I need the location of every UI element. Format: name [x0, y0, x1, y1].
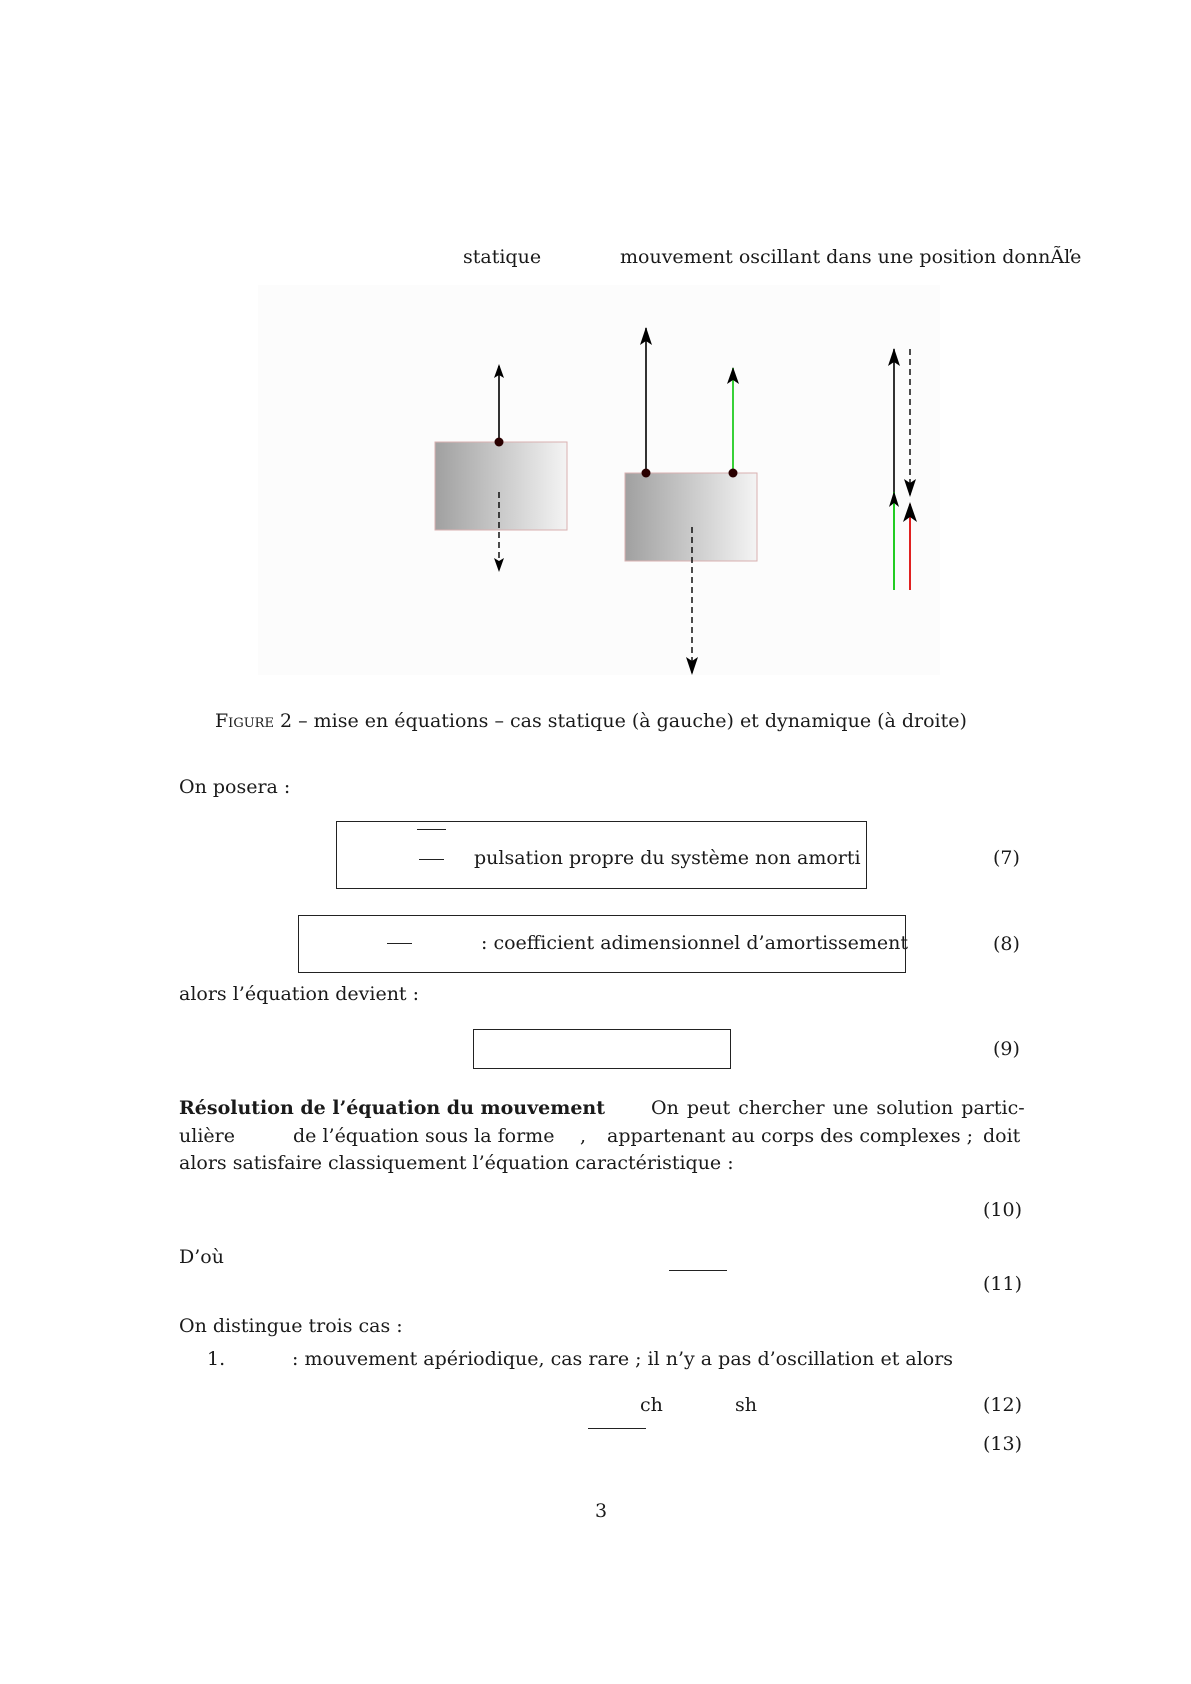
figure-diagram — [258, 285, 940, 675]
page-number: 3 — [595, 1500, 608, 1522]
paragraph-line-2e: doit — [983, 1125, 1021, 1147]
equation-9-box — [473, 1029, 731, 1069]
then-text: alors l’équation devient : — [179, 983, 420, 1005]
case-1-text: : mouvement apériodique, cas rare ; il n’y a pas d’oscillation et alors — [292, 1348, 954, 1370]
figure-caption — [215, 712, 967, 731]
intro-text: On posera : — [179, 776, 291, 798]
paragraph-line-2c: , — [580, 1125, 587, 1147]
paragraph-line-2d: appartenant au corps des complexes ; — [607, 1125, 974, 1147]
equation-11-fraction-bar — [669, 1270, 727, 1271]
equation-7-fraction-bar — [419, 859, 444, 860]
paragraph-line-1: On peut chercher une solution partic- — [651, 1097, 1025, 1119]
equation-8-fraction-bar — [387, 943, 412, 944]
static-weight-arrowhead — [494, 558, 504, 572]
figure-label-dynamic: mouvement oscillant dans une position donnÃľe — [620, 246, 1082, 268]
equation-12-ch: ch — [640, 1394, 663, 1416]
paragraph-line-3: alors satisfaire classiquement l’équation caractéristique : — [179, 1152, 734, 1174]
figure-svg — [258, 285, 940, 675]
equation-12-number: (12) — [983, 1394, 1023, 1416]
equation-12-sh: sh — [735, 1394, 757, 1416]
section-title: Résolution de l’équation du mouvement — [179, 1097, 606, 1119]
three-cases-text: On distingue trois cas : — [179, 1315, 403, 1337]
dou-text: D’où — [179, 1246, 224, 1268]
figure-label-static: statique — [463, 246, 542, 268]
dynamic-attach-point-left — [642, 469, 651, 478]
equation-7-text: pulsation propre du système non amorti — [474, 847, 861, 869]
dynamic-mass-block — [625, 473, 757, 561]
static-mass-block — [435, 442, 567, 530]
paragraph-line-2a: ulière — [179, 1125, 235, 1147]
equation-9-number: (9) — [993, 1038, 1020, 1060]
figure-caption-prefix: Figure 2 — [215, 710, 293, 732]
equation-7-fraction-bar-top — [417, 829, 446, 830]
equation-8-number: (8) — [993, 933, 1020, 955]
equation-10-number: (10) — [983, 1199, 1023, 1221]
paragraph-line-2b: de l’équation sous la forme — [293, 1125, 555, 1147]
equation-13-fraction-bar — [588, 1428, 646, 1429]
equation-8-text: : coefficient adimensionnel d’amortissement — [481, 932, 909, 954]
static-attach-point — [495, 438, 504, 447]
case-1-number: 1. — [207, 1348, 226, 1370]
dynamic-attach-point-right — [729, 469, 738, 478]
equation-11-number: (11) — [983, 1273, 1023, 1295]
equation-7-number: (7) — [993, 847, 1020, 869]
figure-caption-text: – mise en équations – cas statique (à gauche) et dynamique (à droite) — [292, 710, 967, 732]
equation-13-number: (13) — [983, 1433, 1023, 1455]
